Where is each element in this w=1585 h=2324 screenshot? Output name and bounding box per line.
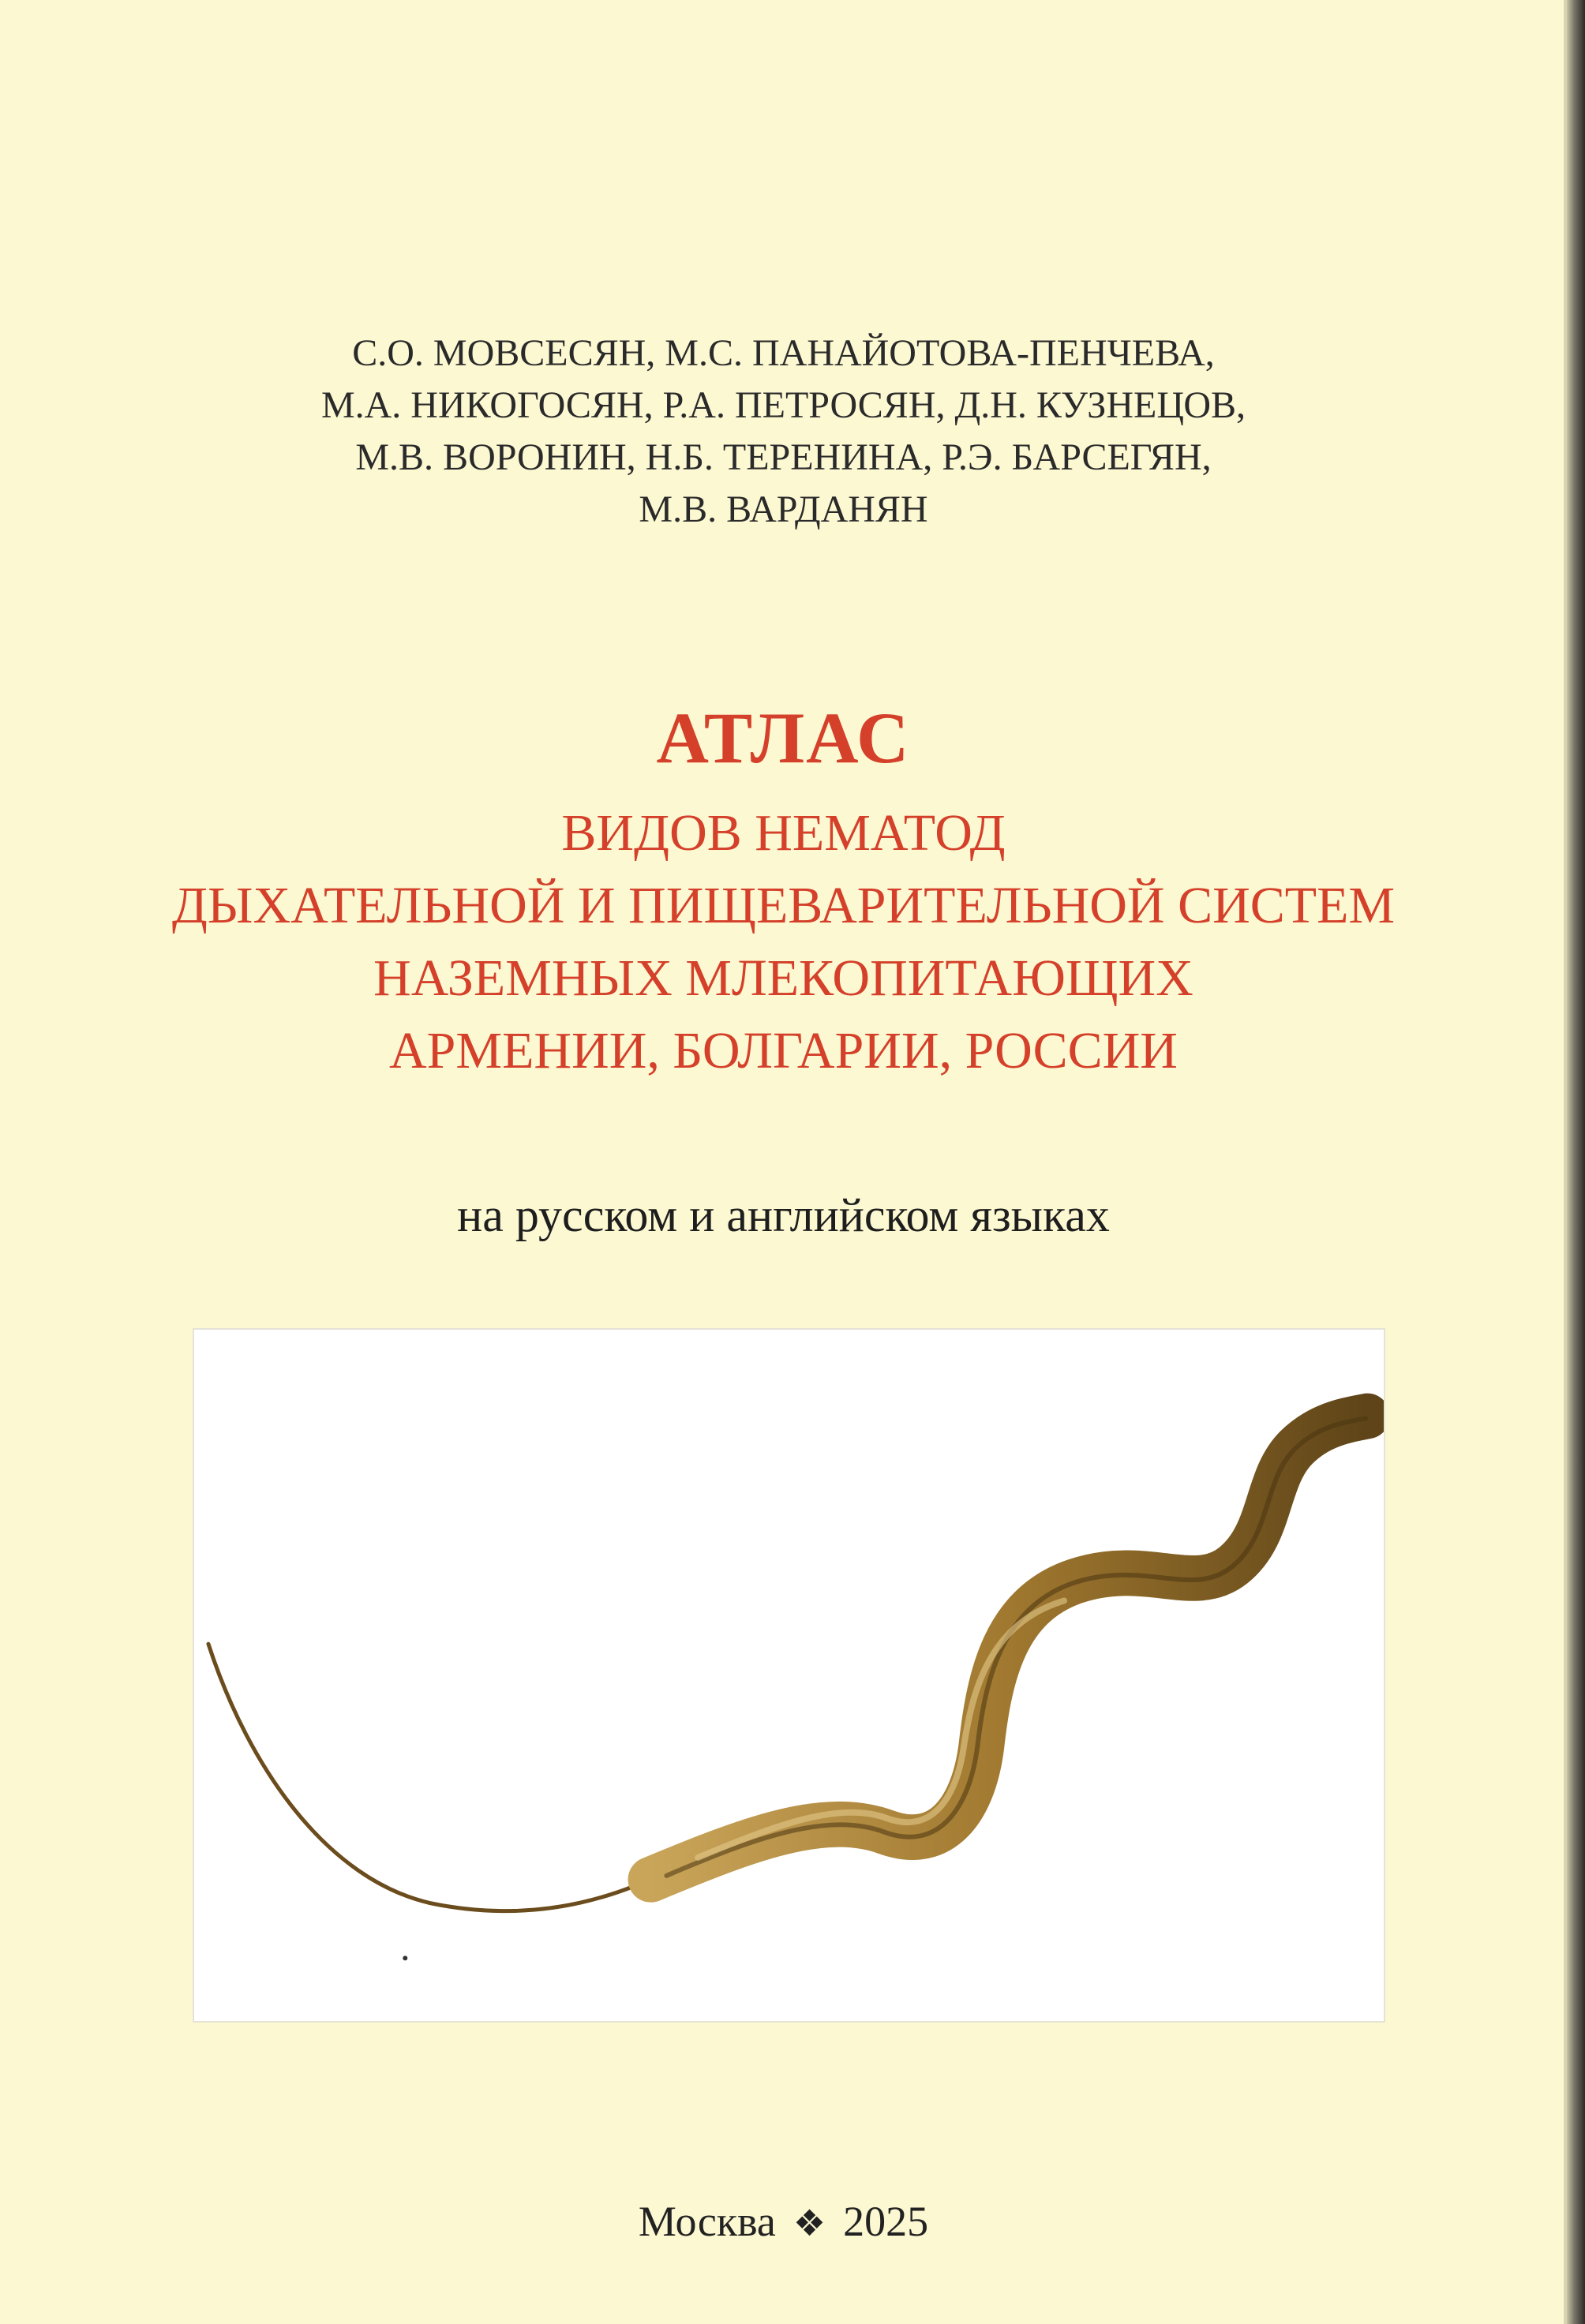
book-subtitle (0, 797, 1567, 1087)
nematode-illustration (194, 1330, 1384, 2021)
publication-info (0, 2194, 1567, 2251)
subtitle-line: АРМЕНИИ, БОЛГАРИИ, РОССИИ (389, 1022, 1178, 1080)
publication-city: Москва (638, 2198, 776, 2245)
authors-line: М.В. ВАРДАНЯН (639, 488, 928, 530)
subtitle-line: НАЗЕМНЫХ МЛЕКОПИТАЮЩИХ (373, 949, 1193, 1007)
cover-edge (1567, 0, 1585, 2324)
authors-block (0, 327, 1567, 536)
cover-illustration (193, 1328, 1385, 2023)
authors-line: М.А. НИКОГОСЯН, Р.А. ПЕТРОСЯН, Д.Н. КУЗНЕЦОВ, (320, 384, 1246, 426)
book-title: АТЛАС (656, 698, 911, 778)
publication-year: 2025 (843, 2198, 929, 2245)
ornament-separator-icon: ❖ (792, 2202, 826, 2244)
authors-line: С.О. МОВСЕСЯН, М.С. ПАНАЙОТОВА-ПЕНЧЕВА, (352, 332, 1215, 374)
languages-note: на русском и английском языках (457, 1189, 1110, 1241)
authors-line: М.В. ВОРОНИН, Н.Б. ТЕРЕНИНА, Р.Э. БАРСЕГЯН, (355, 436, 1212, 478)
subtitle-line: ДЫХАТЕЛЬНОЙ И ПИЩЕВАРИТЕЛЬНОЙ СИСТЕМ (171, 877, 1396, 934)
subtitle-line: ВИДОВ НЕМАТОД (561, 804, 1006, 862)
